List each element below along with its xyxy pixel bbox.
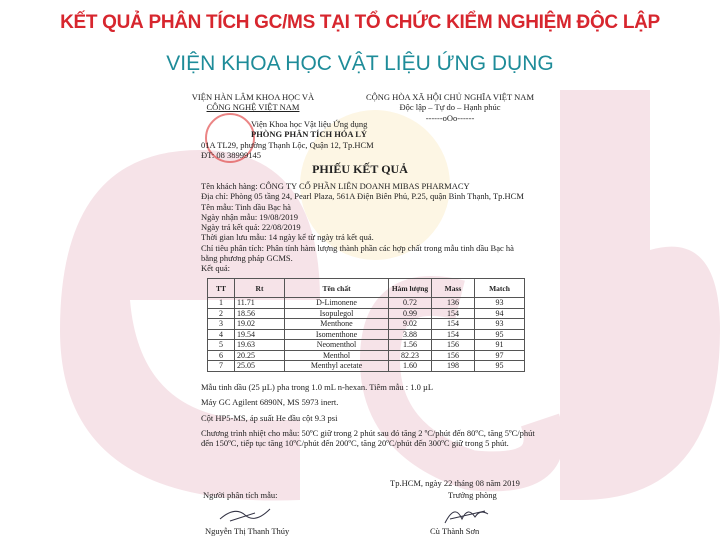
table-cell: 82.23 [389, 350, 432, 361]
head-name: Cù Thành Sơn [430, 526, 480, 536]
org-line: VIỆN HÀN LÂM KHOA HỌC VÀ [191, 92, 315, 102]
table-row [208, 361, 525, 372]
table-cell: 3 [208, 319, 235, 330]
table-cell: 154 [432, 308, 475, 319]
note-line: Mẫu tinh dầu (25 µL) pha trong 1.0 mL n-hexan. Tiêm mẫu : 1.0 µL [201, 382, 434, 392]
table-cell: 94 [475, 308, 525, 319]
lab-phone: ĐT: 08 38999145 [201, 149, 262, 160]
note-line: Cột HP5-MS, áp suất He đầu cột 9.3 psi [201, 412, 338, 423]
table-cell: Neomenthol [285, 340, 389, 351]
table-row [208, 350, 525, 361]
lab-line: Viện Khoa học Vật liệu Ứng dụng [251, 119, 368, 129]
motto-line: Độc lập – Tự do – Hạnh phúc [399, 102, 501, 113]
table-cell: 95 [475, 329, 525, 340]
head-signature [440, 501, 490, 525]
table-cell: 4 [208, 329, 235, 340]
banner-title: KẾT QUẢ PHÂN TÍCH GC/MS TẠI TỔ CHỨC KIỂM NGHIỆM ĐỘC LẬP [60, 12, 660, 33]
watermark-letter-b [560, 90, 720, 500]
note-line: Máy GC Agilent 6890N, MS 5973 inert. [201, 397, 339, 408]
analyst-name: Nguyễn Thị Thanh Thúy [205, 526, 290, 536]
table-cell: Isopulegol [285, 308, 389, 319]
info-line: Thời gian lưu mẫu: 14 ngày kể từ ngày trả kết quả. [201, 232, 374, 243]
table-cell: 154 [432, 319, 475, 330]
table-cell: 9.02 [389, 319, 432, 330]
table-cell: 1.60 [389, 361, 432, 372]
table-cell: D-Limonene [285, 298, 389, 309]
info-block [201, 181, 531, 274]
table-cell: 95 [475, 361, 525, 372]
table-cell: Menthol [285, 350, 389, 361]
table-cell: 1.56 [389, 340, 432, 351]
table-row [208, 308, 525, 319]
method-notes [201, 382, 541, 453]
info-line: Địa chỉ: Phòng 05 tầng 24, Pearl Plaza, 561A Điện Biên Phủ, P.25, quận Bình Thạnh, Tp.HCM [201, 191, 524, 202]
info-line: Ngày nhận mẫu: 19/08/2019 [201, 211, 299, 222]
table-cell: 0.99 [389, 308, 432, 319]
lab-address: 01A TL29, phường Thạnh Lộc, Quận 12, Tp.HCM [201, 139, 374, 150]
table-cell: 136 [432, 298, 475, 309]
column-header: Mass [432, 279, 475, 298]
column-header: Tên chất [285, 279, 389, 298]
table-cell: 156 [432, 340, 475, 351]
table-cell: 198 [432, 361, 475, 372]
column-header: Rt [235, 279, 285, 298]
info-line: Chỉ tiêu phân tích: Phân tính hàm lượng thành phần các hợp chất trong mẫu tinh dầu Bạc hà bằng phương pháp GCMS. [201, 242, 514, 264]
table-cell: 20.25 [235, 350, 285, 361]
table-cell: 93 [475, 319, 525, 330]
table-cell: 19.63 [235, 340, 285, 351]
table-row [208, 329, 525, 340]
info-line: Kết quả: [201, 263, 231, 274]
table-cell: 19.02 [235, 319, 285, 330]
table-cell: 1 [208, 298, 235, 309]
column-header: Hàm lượng [389, 279, 432, 298]
table-cell: Menthone [285, 319, 389, 330]
column-header: Match [475, 279, 525, 298]
header-left [190, 92, 316, 113]
table-row [208, 298, 525, 309]
table-row [208, 319, 525, 330]
results-table [207, 278, 525, 372]
analyst-signature [215, 501, 275, 525]
table-cell: 97 [475, 350, 525, 361]
table-cell: Menthyl acetate [285, 361, 389, 372]
table-cell: 7 [208, 361, 235, 372]
table-cell: 0.72 [389, 298, 432, 309]
sign-date: Tp.HCM, ngày 22 tháng 08 năm 2019 [390, 478, 520, 488]
note-line: Chương trình nhiệt cho mẫu: 50ºC giữ trong 2 phút sau đó tăng 2 ºC/phút đến 80ºC, tăng 5ºC/phút đến 150ºC, tiếp tục tăng 10ºC/phút đến 200ºC, tăng 20ºC/phút đến 300ºC giữ trong 5 phút. [201, 427, 535, 449]
table-cell: 19.54 [235, 329, 285, 340]
info-line: Tên khách hàng: CÔNG TY CỔ PHẦN LIÊN DOANH MIBAS PHARMACY [201, 181, 470, 191]
analyst-role: Người phân tích mẫu: [203, 490, 278, 500]
lab-info [201, 119, 374, 160]
table-cell: 156 [432, 350, 475, 361]
table-cell: 18.56 [235, 308, 285, 319]
table-cell: 5 [208, 340, 235, 351]
table-cell: Isomenthone [285, 329, 389, 340]
info-line: Ngày trả kết quả: 22/08/2019 [201, 222, 301, 233]
table-cell: 91 [475, 340, 525, 351]
head-role: Trưởng phòng [448, 490, 497, 500]
divider-line: ------oOo------ [425, 112, 475, 123]
table-cell: 93 [475, 298, 525, 309]
table-cell: 6 [208, 350, 235, 361]
table-cell: 11.71 [235, 298, 285, 309]
column-header: TT [208, 279, 235, 298]
info-line: Tên mẫu: Tinh dầu Bạc hà [201, 201, 291, 212]
doc-title: PHIẾU KẾT QUẢ [312, 162, 408, 176]
org-line: CÔNG NGHỆ VIỆT NAM [206, 102, 300, 113]
lab-line: PHÒNG PHÂN TÍCH HÓA LÝ [251, 129, 368, 140]
banner-subtitle: VIỆN KHOA HỌC VẬT LIỆU ỨNG DỤNG [166, 52, 554, 75]
table-row [208, 340, 525, 351]
table-cell: 25.05 [235, 361, 285, 372]
table-cell: 2 [208, 308, 235, 319]
nation-line: CỘNG HÒA XÃ HỘI CHỦ NGHĨA VIỆT NAM [365, 92, 535, 102]
table-cell: 3.88 [389, 329, 432, 340]
table-cell: 154 [432, 329, 475, 340]
header-right [360, 92, 540, 123]
